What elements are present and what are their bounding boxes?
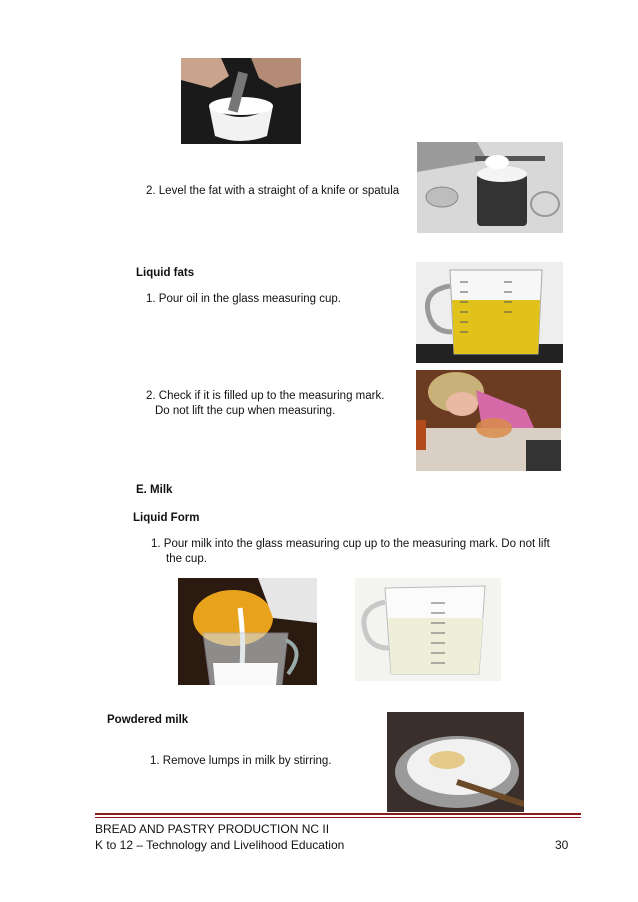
footer-rule-top [95, 813, 581, 815]
powder-step-1: 1. Remove lumps in milk by stirring. [150, 755, 332, 767]
page-number: 30 [555, 838, 569, 852]
powdered-milk-heading: Powdered milk [107, 714, 189, 726]
oil-step-2-line2: Do not lift the cup when measuring. [155, 405, 336, 417]
milk-step-1-line1: 1. Pour milk into the glass measuring cup up to the measuring mark. Do not lift [151, 538, 550, 550]
oil-step-2-line1: 2. Check if it is filled up to the measuring mark. [146, 390, 385, 402]
photo-powdered-milk [387, 712, 524, 812]
photo-child-checking-mark [416, 370, 561, 471]
footer-title: BREAD AND PASTRY PRODUCTION NC II [95, 822, 330, 836]
footer-rule-bottom [95, 817, 581, 818]
milk-step-1-line2: the cup. [166, 553, 207, 565]
oil-step-1: 1. Pour oil in the glass measuring cup. [146, 293, 341, 305]
milk-heading: E. Milk [136, 484, 173, 496]
footer-subtitle: K to 12 – Technology and Livelihood Education [95, 838, 345, 852]
photo-pouring-milk [178, 578, 317, 685]
fat-level-step: 2. Level the fat with a straight of a knife or spatula [146, 185, 400, 197]
liquid-form-heading: Liquid Form [133, 512, 200, 524]
liquid-fats-heading: Liquid fats [136, 267, 195, 279]
photo-milk-measuring-cup [355, 578, 501, 681]
photo-packing-fat [181, 58, 301, 144]
photo-leveling-fat [417, 142, 563, 233]
photo-oil-measuring-cup [416, 262, 563, 363]
